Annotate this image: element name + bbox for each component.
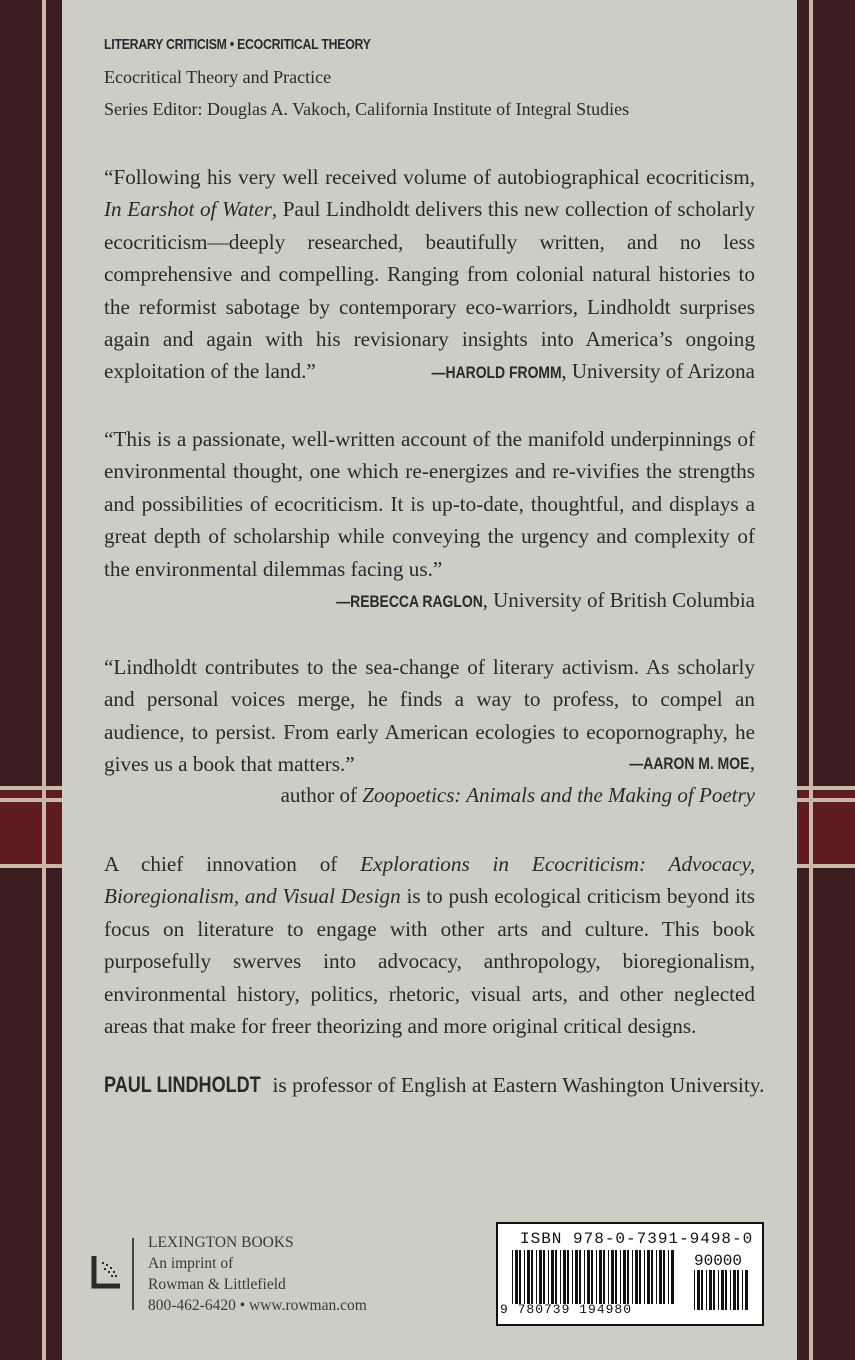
quote-3-text: “Lindholdt contributes to the sea-change of literary activism. As scholarly and personal voices merge, he finds a way to profess, to compel an audience, to persist. From early American ecologies to ecopornography, he gives us a book that matters.” — [104, 655, 755, 777]
right-border — [797, 0, 855, 1360]
author-bio — [104, 1072, 764, 1098]
back-cover — [62, 0, 797, 1360]
barcode-digits: 9 780739 194980 — [500, 1302, 633, 1317]
publisher-name: LEXINGTON BOOKS — [148, 1234, 294, 1251]
publisher-parent: Rowman & Littlefield — [148, 1276, 286, 1293]
quote-1-text: , Paul Lindholdt delivers this new collection of scholarly ecocriticism—deeply researched, beautifully written, and no less comprehensive and compelling. Ranging from colonial natural histories to the reformist sabotage by contemporary eco-warriors, Lindholdt surprises again and again with his revisionary insights into America’s ongoing exploitation of the land.” — [104, 197, 755, 384]
quote-1-text-start: “Following his very well received volume of autobiographical ecocriticism, — [104, 165, 755, 189]
quote-3-author-role: author of — [280, 783, 363, 807]
quote-2 — [104, 423, 755, 585]
left-band-bottom-line — [0, 864, 62, 868]
quote-1-attribution — [104, 359, 755, 384]
quote-1-affiliation: , University of Arizona — [561, 359, 755, 383]
right-band-top-line — [797, 786, 855, 790]
author-bio-text: is professor of English at Eastern Washington University. — [267, 1073, 765, 1097]
ean-barcode-bars — [512, 1250, 676, 1304]
quote-1-title: In Earshot of Water — [104, 197, 272, 222]
category-label: LITERARY CRITICISM • ECOCRITICAL THEORY — [104, 36, 371, 53]
series-title: Ecocritical Theory and Practice — [104, 67, 332, 87]
isbn-barcode — [496, 1222, 764, 1326]
right-stripe — [809, 0, 813, 1360]
book-title: Explorations in Ecocriticism: Advocacy, Bioregionalism, and Visual Design — [104, 852, 755, 909]
left-band-line — [0, 798, 62, 802]
description-prefix: A chief innovation of — [104, 852, 361, 876]
description-text: is to push ecological criticism beyond its focus on literature to engage with other arts and culture. This book purposefully swerves into advocacy, anthropology, bioregionalism, environmental history, politics, rhetoric, visual arts, and other neglected areas that make for freer theorizing and more original critical designs. — [104, 884, 755, 1039]
right-band-bottom-line — [797, 864, 855, 868]
author-name: PAUL LINDHOLDT — [104, 1072, 261, 1097]
quote-3-attribution-line2 — [104, 783, 755, 808]
publisher-imprint-line: An imprint of — [148, 1255, 234, 1272]
quote-3-author-book: Zoopoetics: Animals and the Making of Poetry — [362, 783, 755, 807]
book-description — [104, 848, 755, 1042]
quote-3-attribution — [104, 750, 755, 775]
quote-2-author: —REBECCA RAGLON — [335, 592, 483, 611]
quote-2-attribution — [104, 588, 755, 613]
left-border — [0, 0, 62, 1360]
price-code: 90000 — [694, 1252, 743, 1270]
publisher-divider — [132, 1238, 134, 1310]
quote-1 — [104, 161, 755, 388]
publisher-info — [148, 1232, 367, 1316]
series-editor: Series Editor: Douglas A. Vakoch, California Institute of Integral Studies — [104, 99, 630, 119]
isbn-text: ISBN 978-0-7391-9498-0 — [520, 1230, 754, 1248]
right-band-line — [797, 798, 855, 802]
lexington-logo-icon — [90, 1250, 122, 1290]
left-band-top-line — [0, 786, 62, 790]
quote-3-affiliation: , — [749, 750, 755, 774]
quote-3-author: —AARON M. MOE — [629, 754, 750, 773]
publisher-contact: 800-462-6420 • www.rowman.com — [148, 1297, 367, 1314]
left-stripe — [42, 0, 46, 1360]
addon-barcode-bars — [694, 1270, 750, 1310]
quote-2-text: “This is a passionate, well-written account of the manifold underpinnings of environmental thought, one which re-energizes and re-vivifies the strengths and possibilities of ecocriticism. It is up-to-date, thoughtful, and displays a great depth of scholarship while conveying the urgency and complexity of the environmental dilemmas facing us.” — [104, 427, 755, 581]
quote-1-author: —HAROLD FROMM — [431, 363, 562, 382]
quote-2-affiliation: , University of British Columbia — [482, 588, 755, 612]
